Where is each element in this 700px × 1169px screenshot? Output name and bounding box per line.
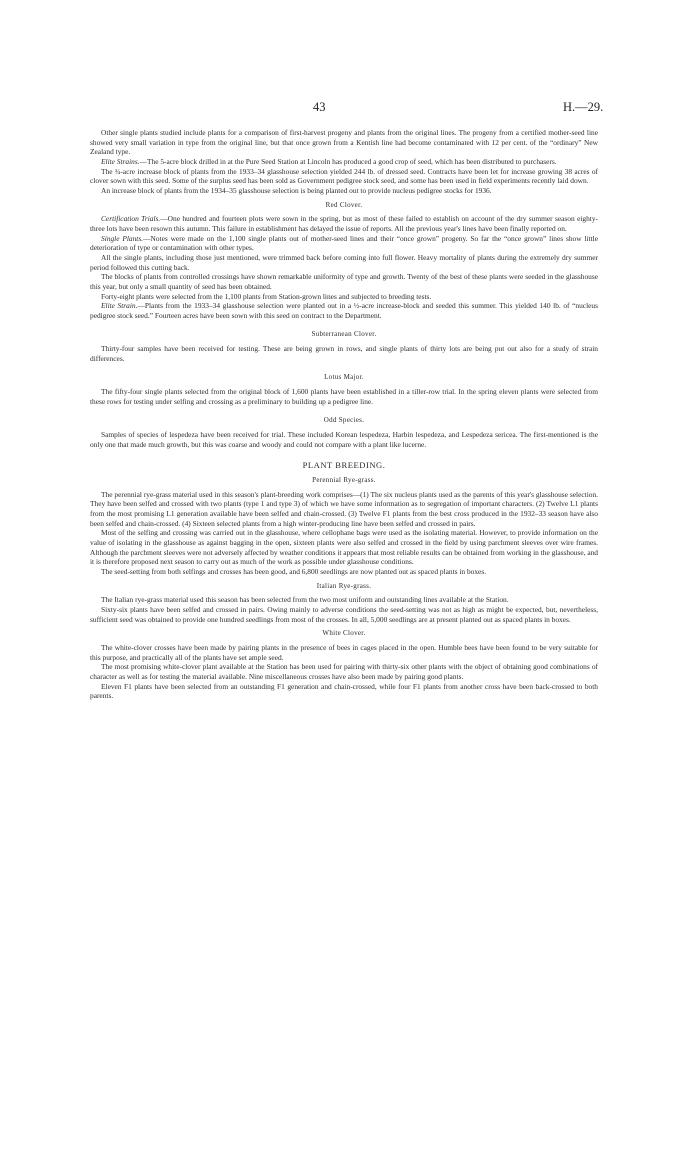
paragraph-text: —Notes were made on the 1,100 single plants out of mother-seed lines and their “once grown” progeny. So far the “once grown” lines show little deterioration of type or contamination with other types. <box>90 233 599 253</box>
paragraph-text: —One hundred and fourteen plots were sown in the spring, but as most of these failed to establish on account of the dry summer season eighty-three lots have been resown this autumn. This failure in establishment has delayed the issue of reports. All the previous year's lines have been finally reported on. <box>90 214 598 233</box>
paragraph-text: The seed-setting from both selfings and crosses has been good, and 6,800 seedlings are now planted out as spaced plants in boxes. <box>101 566 487 576</box>
paragraph-text: Other single plants studied include plants for a comparison of first-harvest progeny and plants from the original lines. The progeny from a certified mother-seed line showed very small variation in type from the original line, but that once grown from a Kentish line had become contaminated with 12 per cent. of the “ordinary” New Zealand type. <box>90 128 598 157</box>
paragraph-lead: Certification Trials. <box>101 214 161 224</box>
section-heading: PLANT BREEDING. <box>302 460 386 471</box>
paragraph-text: Sixty-six plants have been selfed and crossed in pairs. Owing mainly to adverse conditions the seed-setting was not as high as might be expected, but, nevertheless, sufficient seed was obtained to provide one hundred seedlings from most of the crosses. In all, 5,000 seedlings are at present planted out as spaced plants in boxes. <box>90 604 598 624</box>
subsection-heading: Perennial Rye-grass. <box>312 476 376 485</box>
subsection-heading: Red Clover. <box>325 200 363 209</box>
paragraph-text: Thirty-four samples have been received for testing. These are being grown in rows, and single plants of thirty lots are being put out also for a study of strain differences. <box>90 344 598 363</box>
paragraph-text: Most of the selfing and crossing was carried out in the glasshouse, where cellophane bags were used as the isolating material. However, to provide information on the value of isolating in the glasshouse as against bagging in the open, sixteen plants were also selfed and crossed in the field by using parchment sleeves over wire frames. Although the parchment sleeves were not adversely affected by weather conditions it appears that most reliable results can be obtained from working in the glasshouse, and it is therefore proposed next season to carry out as much of the work as possible under glasshouse conditions. <box>90 528 598 567</box>
paragraph-text: The white-clover crosses have been made by pairing plants in the presence of bees in cages placed in the open. Humble bees have been found to be very suitable for this purpose, and practically all of the plants have set ample seed. <box>90 642 598 662</box>
paragraph-lead: Elite Strain. <box>101 301 138 311</box>
paragraph <box>90 595 598 605</box>
paragraph <box>90 662 598 681</box>
paragraph <box>90 682 598 701</box>
paragraph-text: The Italian rye-grass material used this season has been selected from the two most uniform and outstanding lines available at the Station. <box>101 595 509 605</box>
paragraph <box>90 430 598 449</box>
paragraph <box>90 214 598 233</box>
paragraph-text: —The 5-acre block drilled in at the Pure Seed Station at Lincoln has produced a good crop of seed, which has been distributed to purchasers. <box>139 156 557 166</box>
paragraph-text: Samples of species of lespedeza have been received for trial. These included Korean lespedeza, Harbin lespedeza, and Lespedeza sericea. The first-mentioned is the only one that made much growth, but this was coarse and woody and could not compare with a plant like lucerne. <box>90 430 598 449</box>
page-number: 43 <box>313 100 326 114</box>
paragraph <box>90 253 598 272</box>
paragraph-text: An increase block of plants from the 1934–35 glasshouse selection is being planted out to provide nucleus pedigree stocks for 1936. <box>101 185 492 195</box>
paragraph <box>90 490 598 529</box>
paragraph <box>90 128 598 157</box>
paragraph-lead: Single Plants. <box>101 233 144 243</box>
paragraph <box>90 292 598 302</box>
paragraph-text: The perennial rye-grass material used in this season's plant-breeding work comprises—(1) The six nucleus plants used as the parents of this year's glasshouse selection. They have been selfed and crossed with two plants (type 1 and type 3) of which we have some information as to segregation of important characters. (2) Twelve L1 plants from the most promising L1 generation available have been selfed and chain-crossed. (3) Twelve F1 plants from the best cross produced in the 1932–33 season have also been selfed and chain-crossed. (4) Sixteen selected plants from a high winter-producing line have been selfed and crossed in pairs. <box>90 489 598 528</box>
paragraph <box>90 567 598 577</box>
subsection-heading: White Clover. <box>322 629 366 638</box>
paragraph <box>90 528 598 567</box>
subsection-heading: Subterranean Clover. <box>311 330 377 339</box>
paragraph-text: The fifty-four single plants selected from the original block of 1,600 plants have been established in a tiller-row trial. In the spring eleven plants were selected from these rows for testing under selfing and crossing as a preliminary to building up a pedigree line. <box>90 387 598 406</box>
paragraph-text: The ¾-acre increase block of plants from the 1933–34 glasshouse selection yielded 244 lb. of dressed seed. Contracts have been let for increase growing 38 acres of clover sown with this seed. Some of the surplus seed has been sold as Government pedigree stock seed, and some has been used in field experiments recently laid down. <box>90 166 598 186</box>
paragraph-text: Forty-eight plants were selected from the 1,100 plants from Station-grown lines and subjected to breeding tests. <box>101 291 432 301</box>
paragraph <box>90 344 598 363</box>
paragraph-text: Eleven F1 plants have been selected from an outstanding F1 generation and chain-crossed, while four F1 plants from another cross have been back-crossed to both parents. <box>90 681 598 701</box>
paragraph <box>90 301 598 320</box>
paragraph <box>90 387 598 406</box>
paragraph <box>90 167 598 186</box>
document-reference: H.—29. <box>563 100 604 114</box>
paragraph <box>90 643 598 662</box>
subsection-heading: Odd Species. <box>323 416 365 425</box>
paragraph <box>90 234 598 253</box>
paragraph <box>90 157 598 167</box>
paragraph-text: All the single plants, including those just mentioned, were trimmed back before coming into full flower. Heavy mortality of plants during the extremely dry summer period followed this cutting back. <box>90 252 598 272</box>
paragraph-text: —Plants from the 1933–34 glasshouse selection were planted out in a ½-acre increase-block and seeded this summer. This yielded 140 lb. of “nucleus pedigree stock seed.” Fourteen acres have been sown with this seed on contract to the Department. <box>90 301 598 320</box>
paragraph <box>90 272 598 291</box>
subsection-heading: Italian Rye-grass. <box>316 581 372 590</box>
subsection-heading: Lotus Major. <box>324 373 364 382</box>
paragraph-text: The blocks of plants from controlled crossings have shown remarkable uniformity of type and growth. Twenty of the best of these plants were seeded in the glasshouse this year, but only a small quantity of seed has been obtained. <box>90 272 598 291</box>
page-header <box>0 100 700 114</box>
paragraph-lead: Elite Strains. <box>101 156 140 166</box>
paragraph-text: The most promising white-clover plant available at the Station has been used for pairing with thirty-six other plants with the object of obtaining good combinations of character as well as for testing the material available. Nine miscellaneous crosses have also been made by pairing good plants. <box>90 662 598 681</box>
document-body <box>90 128 598 701</box>
paragraph <box>90 186 598 196</box>
paragraph <box>90 605 598 624</box>
